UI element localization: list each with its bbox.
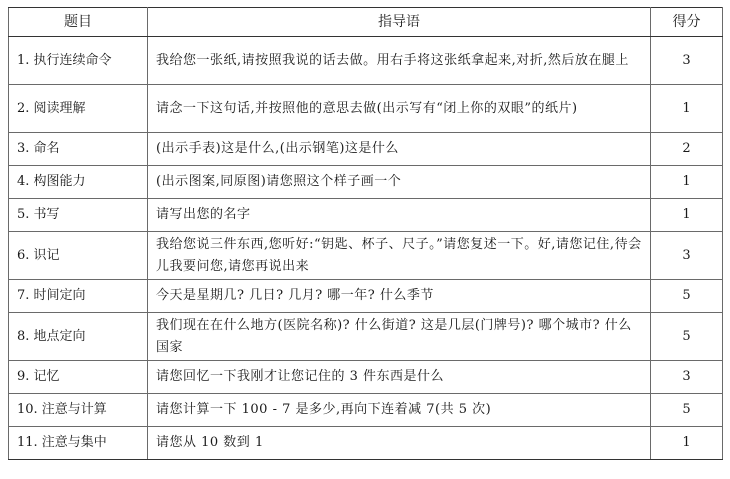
row-item: 9. 记忆	[9, 361, 148, 394]
row-score: 3	[651, 232, 723, 280]
row-item: 2. 阅读理解	[9, 85, 148, 133]
row-item: 6. 识记	[9, 232, 148, 280]
header-instruction: 指导语	[148, 8, 651, 37]
table-row	[9, 427, 723, 460]
row-instruction: 请写出您的名字	[148, 199, 651, 232]
row-item: 3. 命名	[9, 133, 148, 166]
assessment-table-container	[8, 7, 722, 460]
row-score: 5	[651, 394, 723, 427]
assessment-table	[8, 7, 723, 460]
row-score: 1	[651, 199, 723, 232]
row-item: 10. 注意与计算	[9, 394, 148, 427]
row-instruction: 请您回忆一下我刚才让您记住的 3 件东西是什么	[148, 361, 651, 394]
row-instruction: 我们现在在什么地方(医院名称)? 什么街道? 这是几层(门牌号)? 哪个城市? 什么国家	[148, 313, 651, 361]
row-instruction: (出示图案,同原图)请您照这个样子画一个	[148, 166, 651, 199]
header-item: 题目	[9, 8, 148, 37]
row-score: 5	[651, 313, 723, 361]
row-score: 1	[651, 85, 723, 133]
row-instruction: 请您计算一下 100 - 7 是多少,再向下连着减 7(共 5 次)	[148, 394, 651, 427]
row-score: 1	[651, 427, 723, 460]
row-instruction: 我给您一张纸,请按照我说的话去做。用右手将这张纸拿起来,对折,然后放在腿上	[148, 37, 651, 85]
table-row	[9, 199, 723, 232]
table-row	[9, 313, 723, 361]
row-item: 11. 注意与集中	[9, 427, 148, 460]
row-item: 5. 书写	[9, 199, 148, 232]
row-score: 2	[651, 133, 723, 166]
table-row	[9, 133, 723, 166]
table-row	[9, 166, 723, 199]
row-instruction: 我给您说三件东西,您听好:“钥匙、杯子、尺子。”请您复述一下。好,请您记住,待会儿我要问您,请您再说出来	[148, 232, 651, 280]
table-row	[9, 280, 723, 313]
row-instruction: (出示手表)这是什么,(出示钢笔)这是什么	[148, 133, 651, 166]
row-instruction: 请您从 10 数到 1	[148, 427, 651, 460]
row-score: 3	[651, 37, 723, 85]
row-score: 1	[651, 166, 723, 199]
table-row	[9, 361, 723, 394]
table-row	[9, 37, 723, 85]
table-row	[9, 232, 723, 280]
row-item: 7. 时间定向	[9, 280, 148, 313]
row-score: 3	[651, 361, 723, 394]
table-row	[9, 394, 723, 427]
row-item: 8. 地点定向	[9, 313, 148, 361]
row-instruction: 请念一下这句话,并按照他的意思去做(出示写有“闭上你的双眼”的纸片)	[148, 85, 651, 133]
table-row	[9, 85, 723, 133]
row-score: 5	[651, 280, 723, 313]
table-header-row	[9, 8, 723, 37]
row-item: 4. 构图能力	[9, 166, 148, 199]
row-instruction: 今天是星期几? 几日? 几月? 哪一年? 什么季节	[148, 280, 651, 313]
header-score: 得分	[651, 8, 723, 37]
row-item: 1. 执行连续命令	[9, 37, 148, 85]
